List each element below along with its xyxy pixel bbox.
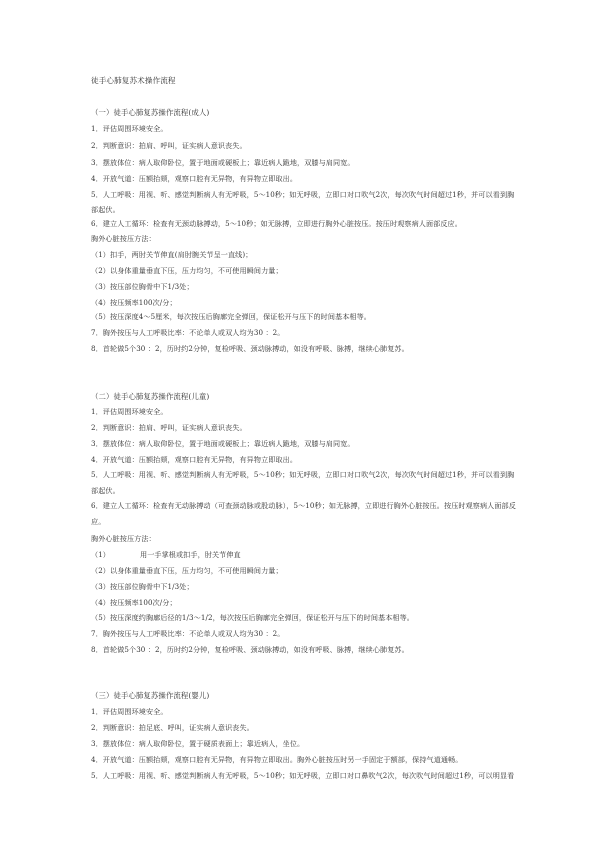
- method-item: （3）按压部位胸骨中下1/3处；: [91, 282, 194, 291]
- section-heading-child: （二）徒手心肺复苏操作流程(儿童): [91, 392, 210, 401]
- step-line: 5．人工呼吸：用视、听、感觉判断病人有无呼吸，5～10秒；如无呼吸，立即口对口吹气2次，每次吹气时间超过1秒，并可以看到胸: [91, 470, 515, 479]
- method-item: （5）按压深度4～5厘米，每次按压后胸廓完全弹回，保证松开与压下的时间基本相等。: [91, 312, 372, 321]
- method-item-text: 用一手掌根或扣手，肘关节伸直: [140, 550, 241, 559]
- step-line: 部起伏。: [91, 205, 120, 214]
- step-line: 2．判断意识：拍足底、呼叫，证实病人意识丧失。: [91, 723, 254, 732]
- step-line: 5．人工呼吸：用视、听、感觉判断病人有无呼吸，5～10秒；如无呼吸，立即口对口鼻吹气2次，每次吹气时间超过1秒，可以明显看: [91, 771, 515, 780]
- step-line: 1．评估周围环境安全。: [91, 407, 168, 416]
- step-line: 3．摆放体位：病人取仰卧位，置于地面或硬板上；靠近病人跪地，双膝与肩同宽。: [91, 439, 355, 448]
- method-item: （3）按压部位胸骨中下1/3处；: [91, 582, 194, 591]
- step-line: 4．开放气道：压额抬颏，观察口腔有无异物，有异物立即取出。: [91, 174, 298, 183]
- step-line: 2．判断意识：拍肩、呼叫，证实病人意识丧失。: [91, 141, 247, 150]
- step-line: 部起伏。: [91, 486, 120, 495]
- step-line: 1．评估周围环境安全。: [91, 124, 168, 133]
- step-line: 8．首轮做5个30 ：2，历时约2分钟，复检呼吸、颈动脉搏动，如没有呼吸、脉搏，继续心肺复苏。: [91, 344, 409, 353]
- method-item: （2）以身体重量垂直下压，压力均匀，不可使用瞬间力量；: [91, 266, 283, 275]
- step-line: 应。: [91, 517, 106, 526]
- step-line: 2．判断意识：拍肩、呼叫，证实病人意识丧失。: [91, 423, 247, 432]
- step-line: 7．胸外按压与人工呼吸比率：不论单人或双人均为30 ：2。: [91, 629, 285, 638]
- method-item: （2）以身体重量垂直下压，压力均匀，不可使用瞬间力量；: [91, 566, 283, 575]
- method-item-number: （1）: [91, 550, 111, 559]
- section-heading-adult: （一）徒手心肺复苏操作流程(成人): [91, 108, 210, 117]
- method-item: [91, 550, 531, 559]
- step-line: 6．建立人工循环：检查有无颈动脉搏动，5～10秒；如无脉搏，立即进行胸外心脏按压。按压时观察病人面部反应。: [91, 219, 462, 228]
- method-item: （1）扣手，两肘关节伸直(肩肘腕关节呈一直线)；: [91, 250, 253, 259]
- method-item: （4）按压频率100次/分；: [91, 298, 177, 307]
- step-line: 4．开放气道：压额抬颏，观察口腔有无异物，有异物立即取出。: [91, 455, 298, 464]
- step-line: 1．评估周围环境安全。: [91, 707, 168, 716]
- step-line: 7．胸外按压与人工呼吸比率：不论单人或双人均为30 ：2。: [91, 328, 285, 337]
- step-line: 3．摆放体位：病人取仰卧位，置于硬质表面上；靠近病人，坐位。: [91, 739, 305, 748]
- step-line: 5．人工呼吸：用视、听、感觉判断病人有无呼吸，5～10秒；如无呼吸，立即口对口吹气2次，每次吹气时间超过1秒，并可以看到胸: [91, 190, 515, 199]
- step-line: 3．摆放体位：病人取仰卧位，置于地面或硬板上；靠近病人跪地，双膝与肩同宽。: [91, 158, 355, 167]
- document-title: 徒手心肺复苏术操作流程: [91, 76, 176, 85]
- method-item: （4）按压频率100次/分；: [91, 598, 177, 607]
- step-line: 4．开放气道：压额抬颏，观察口腔有无异物，有异物立即取出。胸外心脏按压时另一手固定于额部，保持气道通畅。: [91, 755, 463, 764]
- step-line: 6．建立人工循环：检查有无动脉搏动（可查颈动脉或股动脉），5～10秒；如无脉搏，立即进行胸外心脏按压。按压时观察病人面部反: [91, 501, 516, 510]
- section-heading-infant: （三）徒手心肺复苏操作流程(婴儿): [91, 691, 210, 700]
- method-item: （5）按压深度约胸廓后径的1/3～1/2，每次按压后胸廓完全弹回，保证松开与压下的时间基本相等。: [91, 613, 414, 622]
- step-line: 8．首轮做5个30 ：2，历时约2分钟，复检呼吸、颈动脉搏动，如没有呼吸、脉搏，继续心肺复苏。: [91, 645, 409, 654]
- method-title: 胸外心脏按压方法：: [91, 234, 156, 243]
- method-title: 胸外心脏按压方法：: [91, 534, 156, 543]
